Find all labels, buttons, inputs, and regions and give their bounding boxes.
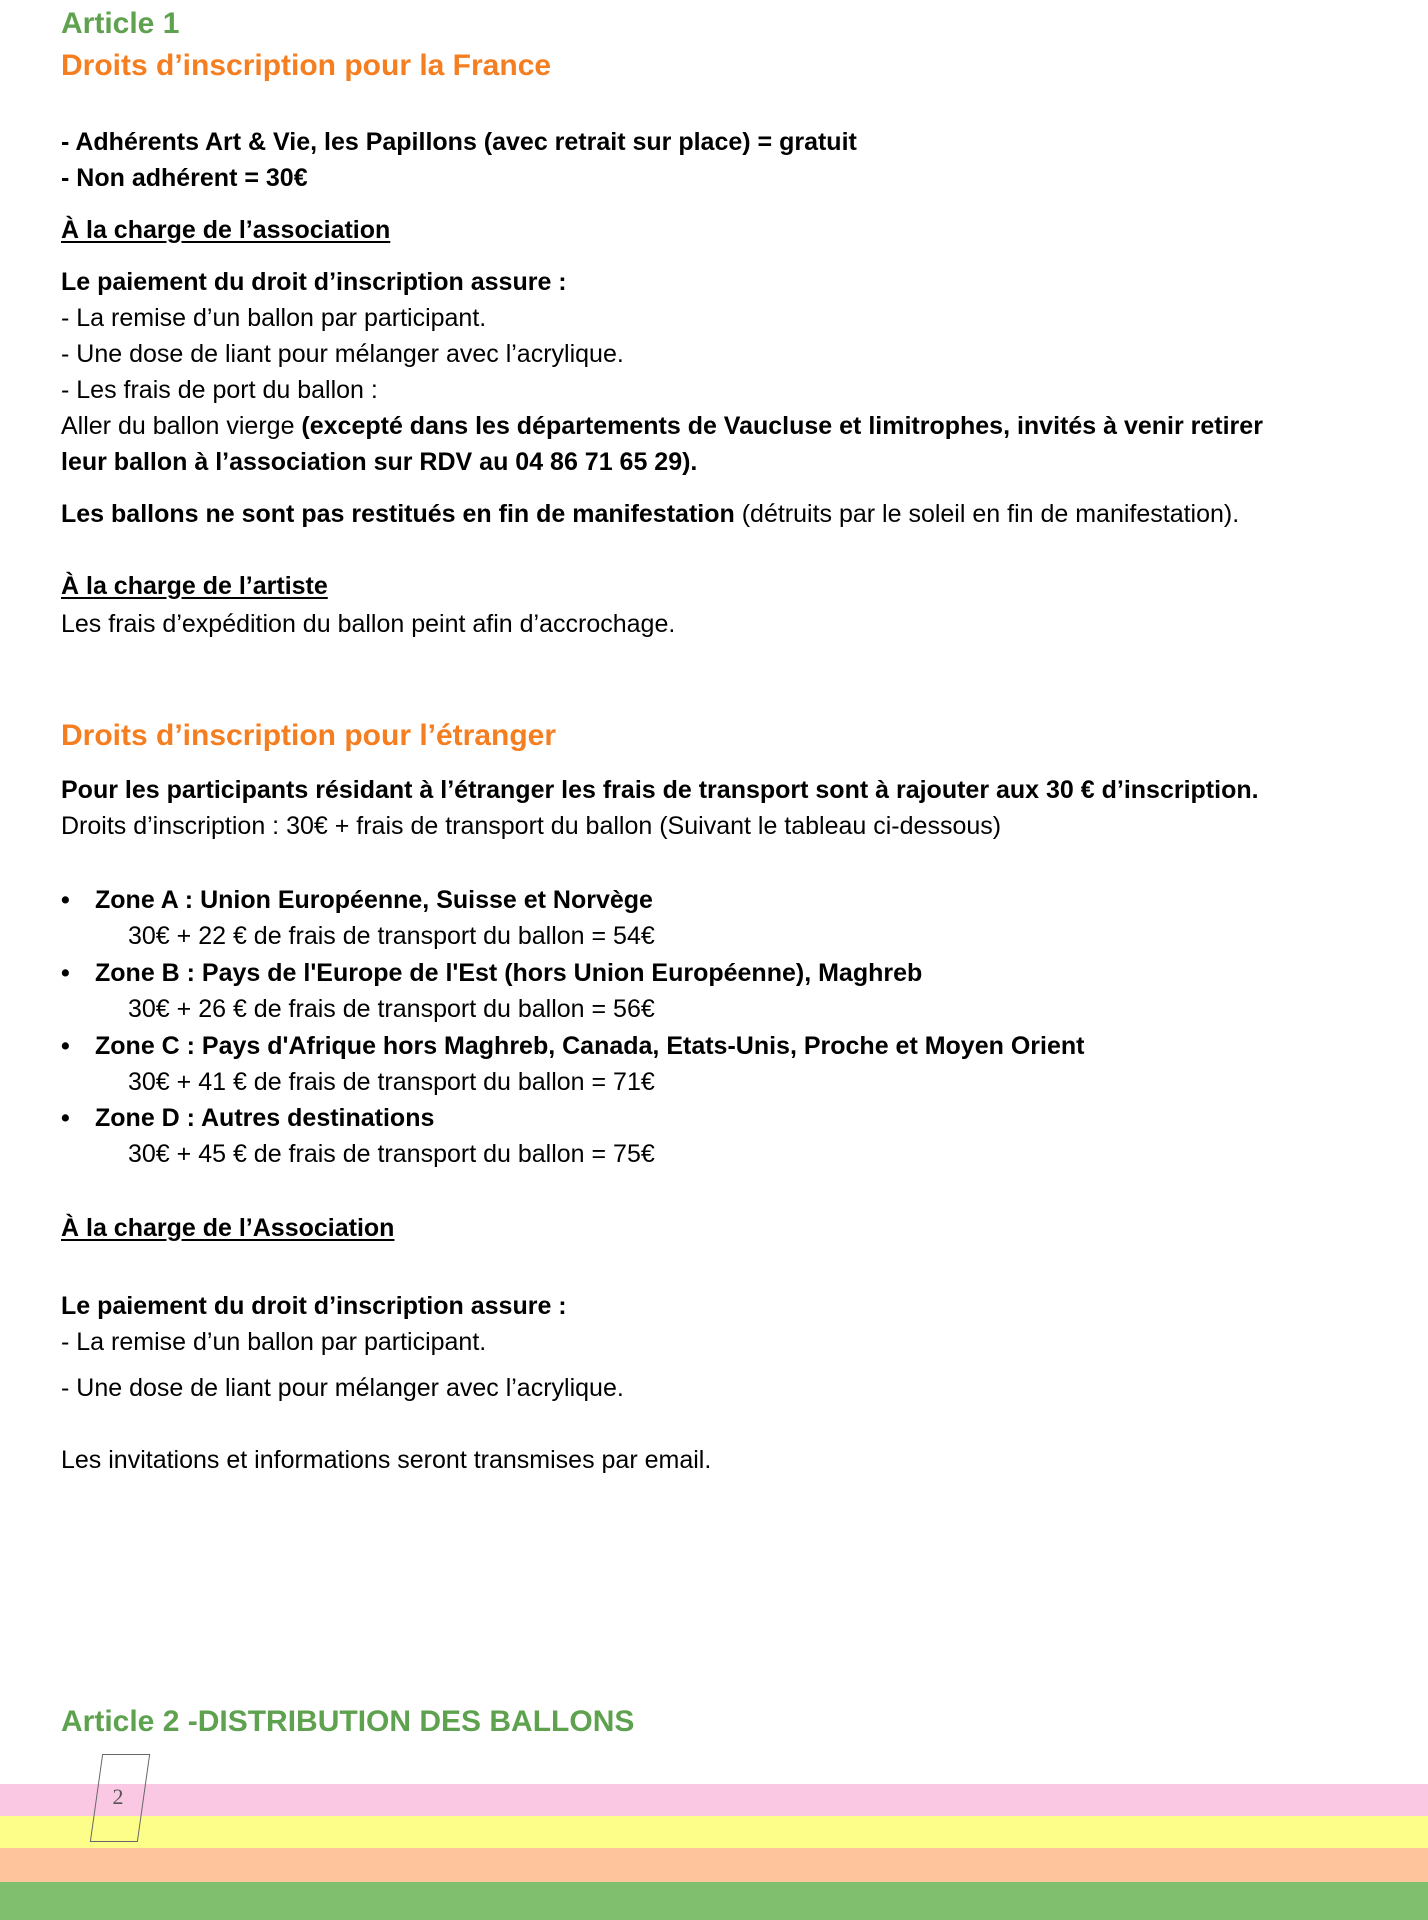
- fee-members: - Adhérents Art & Vie, les Papillons (avec retrait sur place) = gratuit: [61, 128, 857, 156]
- zone-title: Zone A : Union Européenne, Suisse et Norvège: [95, 886, 653, 914]
- shipping-detail-line-2: leur ballon à l’association sur RDV au 04 86 71 65 29).: [61, 448, 698, 476]
- zone-d-detail: 30€ + 45 € de frais de transport du ballon = 75€: [128, 1140, 655, 1168]
- footer-stripe-yellow: [0, 1816, 1428, 1848]
- association-charge-heading-foreign: À la charge de l’Association: [61, 1214, 395, 1242]
- zone-c-title: [61, 1028, 1084, 1064]
- association-charge-heading: À la charge de l’association: [61, 216, 391, 244]
- shipping-detail-bold: (excepté dans les départements de Vaucluse et limitrophes, invités à venir retirer: [301, 412, 1263, 440]
- payment-item-balloon: - La remise d’un ballon par participant.: [61, 304, 487, 332]
- balloons-not-returned: [61, 496, 1239, 532]
- zone-b-title: [61, 955, 922, 991]
- zone-b-detail: 30€ + 26 € de frais de transport du ballon = 56€: [128, 995, 655, 1023]
- zone-title: Zone B : Pays de l'Europe de l'Est (hors Union Européenne), Maghreb: [95, 959, 923, 987]
- bullet-icon: •: [61, 1032, 70, 1060]
- zone-c-detail: 30€ + 41 € de frais de transport du ballon = 71€: [128, 1068, 655, 1096]
- zone-d-title: [61, 1100, 434, 1136]
- payment-item-balloon-foreign: - La remise d’un ballon par participant.: [61, 1328, 487, 1356]
- payment-item-binder-foreign: - Une dose de liant pour mélanger avec l’acrylique.: [61, 1374, 624, 1402]
- artist-charge-text: Les frais d’expédition du ballon peint afin d’accrochage.: [61, 610, 676, 638]
- zone-a-detail: 30€ + 22 € de frais de transport du ballon = 54€: [128, 922, 655, 950]
- invitations-note: Les invitations et informations seront transmises par email.: [61, 1446, 712, 1474]
- footer-stripe-orange: [0, 1848, 1428, 1882]
- shipping-detail-plain: Aller du ballon vierge: [61, 412, 302, 440]
- page-number: 2: [112, 1784, 124, 1809]
- payment-intro-foreign: Le paiement du droit d’inscription assure :: [61, 1292, 567, 1320]
- payment-intro: Le paiement du droit d’inscription assure :: [61, 268, 567, 296]
- bullet-icon: •: [61, 959, 70, 987]
- shipping-detail-line-1: [61, 408, 1263, 444]
- bullet-icon: •: [61, 886, 70, 914]
- footer-stripe-green: [0, 1882, 1428, 1920]
- france-fees-heading: Droits d’inscription pour la France: [61, 49, 552, 82]
- payment-item-shipping: - Les frais de port du ballon :: [61, 376, 378, 404]
- zone-a-title: [61, 882, 653, 918]
- bullet-icon: •: [61, 1104, 70, 1132]
- article-2-title: Article 2 -DISTRIBUTION DES BALLONS: [61, 1705, 635, 1738]
- foreign-intro-bold: Pour les participants résidant à l’étranger les frais de transport sont à rajouter aux 30 € d’inscription.: [61, 776, 1259, 804]
- payment-item-binder: - Une dose de liant pour mélanger avec l’acrylique.: [61, 340, 624, 368]
- zone-title: Zone C : Pays d'Afrique hors Maghreb, Canada, Etats-Unis, Proche et Moyen Orient: [95, 1032, 1085, 1060]
- zone-title: Zone D : Autres destinations: [95, 1104, 435, 1132]
- footer-stripe-pink: [0, 1784, 1428, 1816]
- artist-charge-heading: À la charge de l’artiste: [61, 572, 328, 600]
- not-returned-bold: Les ballons ne sont pas restitués en fin de manifestation: [61, 500, 735, 528]
- not-returned-plain: (détruits par le soleil en fin de manifestation).: [734, 500, 1240, 528]
- article-1-title: Article 1: [61, 7, 180, 40]
- foreign-intro-plain: Droits d’inscription : 30€ + frais de transport du ballon (Suivant le tableau ci-dessous): [61, 812, 1002, 840]
- fee-non-members: - Non adhérent = 30€: [61, 164, 308, 192]
- foreign-fees-heading: Droits d’inscription pour l’étranger: [61, 719, 557, 752]
